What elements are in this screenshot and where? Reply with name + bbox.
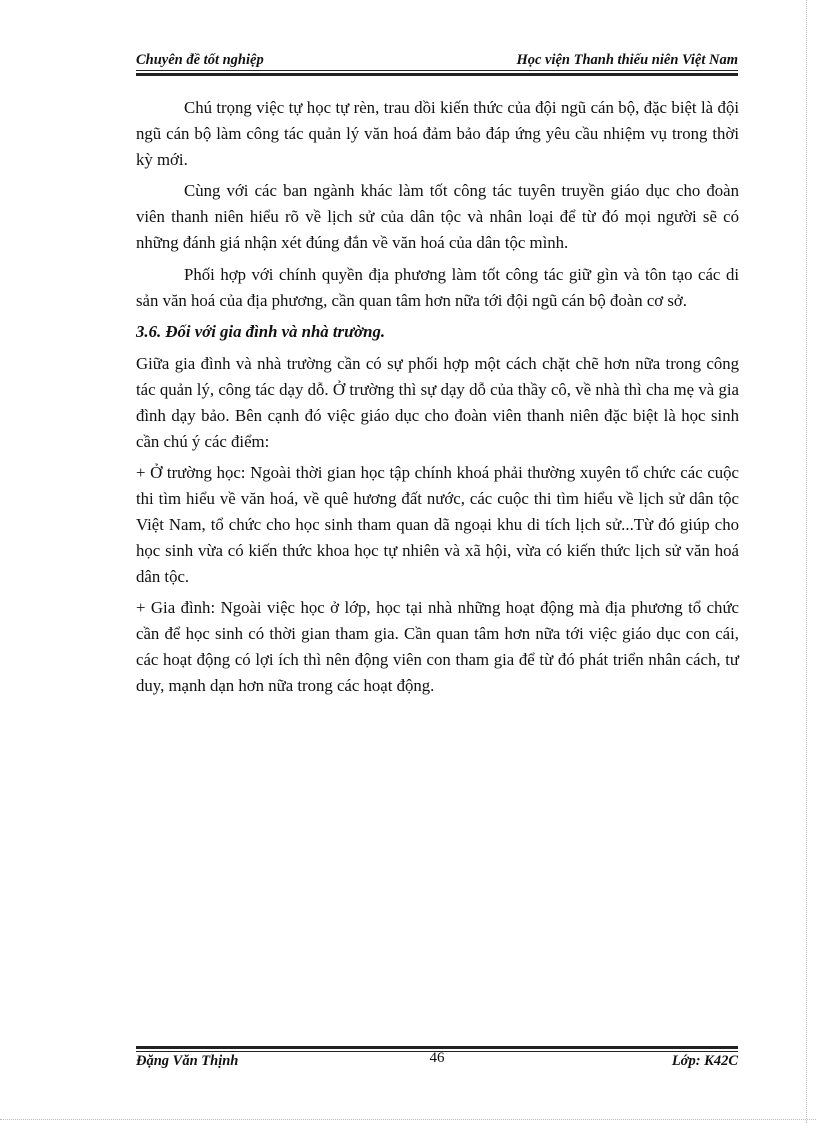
header-left-title: Chuyên đề tốt nghiệp <box>136 52 264 68</box>
page-header <box>136 49 738 69</box>
page-edge-right <box>806 0 807 1123</box>
page-footer <box>136 1052 738 1074</box>
body-paragraph-1: Chú trọng việc tự học tự rèn, trau dồi kiến thức của đội ngũ cán bộ, đặc biệt là đội ngũ cán bộ làm công tác quản lý văn hoá đảm bảo đáp ứng yêu cầu nhiệm vụ trong thời kỳ mới. <box>136 98 739 169</box>
section-paragraph-1: Giữa gia đình và nhà trường cần có sự phối hợp một cách chặt chẽ hơn nữa trong công tác quản lý, công tác dạy dỗ. Ở trường thì sự dạy dỗ của thầy cô, về nhà thì cha mẹ và gia đình dạy bảo. Bên cạnh đó việc giáo dục cho đoàn viên thanh niên đặc biệt là học sinh cần chú ý các điểm: <box>136 354 739 451</box>
header-rule-thick <box>136 73 738 76</box>
section-heading: 3.6. Đối với gia đình và nhà trường. <box>136 322 386 342</box>
document-body <box>136 95 739 705</box>
footer-rule-thick <box>136 1046 738 1049</box>
footer-page-number: 46 <box>429 1050 445 1066</box>
body-paragraph-3: Phối hợp với chính quyền địa phương làm tốt công tác giữ gìn và tôn tạo các di sản văn hoá của địa phương, cần quan tâm hơn nữa tới đội ngũ cán bộ đoàn cơ sở. <box>136 264 739 310</box>
footer-author: Đặng Văn Thịnh <box>136 1053 239 1069</box>
page-edge-bottom <box>0 1119 816 1120</box>
section-paragraph-school: + Ở trường học: Ngoài thời gian học tập chính khoá phải thường xuyên tổ chức các cuộc thi tìm hiểu về văn hoá, về quê hương đất nước, các cuộc thi tìm hiểu về lịch sử dân tộc Việt Nam, tổ chức cho học sinh tham quan dã ngoại khu di tích lịch sử...Từ đó giúp cho học sinh vừa có kiến thức khoa học tự nhiên và xã hội, vừa có kiến thức lịch sử văn hoá dân tộc. <box>136 463 739 586</box>
section-paragraph-family: + Gia đình: Ngoài việc học ở lớp, học tại nhà những hoạt động mà địa phương tổ chức cần để học sinh có thời gian tham gia. Cần quan tâm hơn nữa tới việc giáo dục con cái, các hoạt động có lợi ích thì nên động viên con tham gia để từ đó phát triển nhân cách, tư duy, mạnh dạn hơn nữa trong các hoạt động. <box>136 598 739 695</box>
header-right-institution: Học viện Thanh thiếu niên Việt Nam <box>516 52 738 68</box>
body-paragraph-2: Cùng với các ban ngành khác làm tốt công tác tuyên truyền giáo dục cho đoàn viên thanh niên hiểu rõ về lịch sử của dân tộc và nhân loại để từ đó mọi người sẽ có những đánh giá nhận xét đúng đắn về văn hoá của dân tộc mình. <box>136 181 739 252</box>
header-rule-thin <box>136 70 738 71</box>
footer-class: Lớp: K42C <box>671 1053 738 1069</box>
